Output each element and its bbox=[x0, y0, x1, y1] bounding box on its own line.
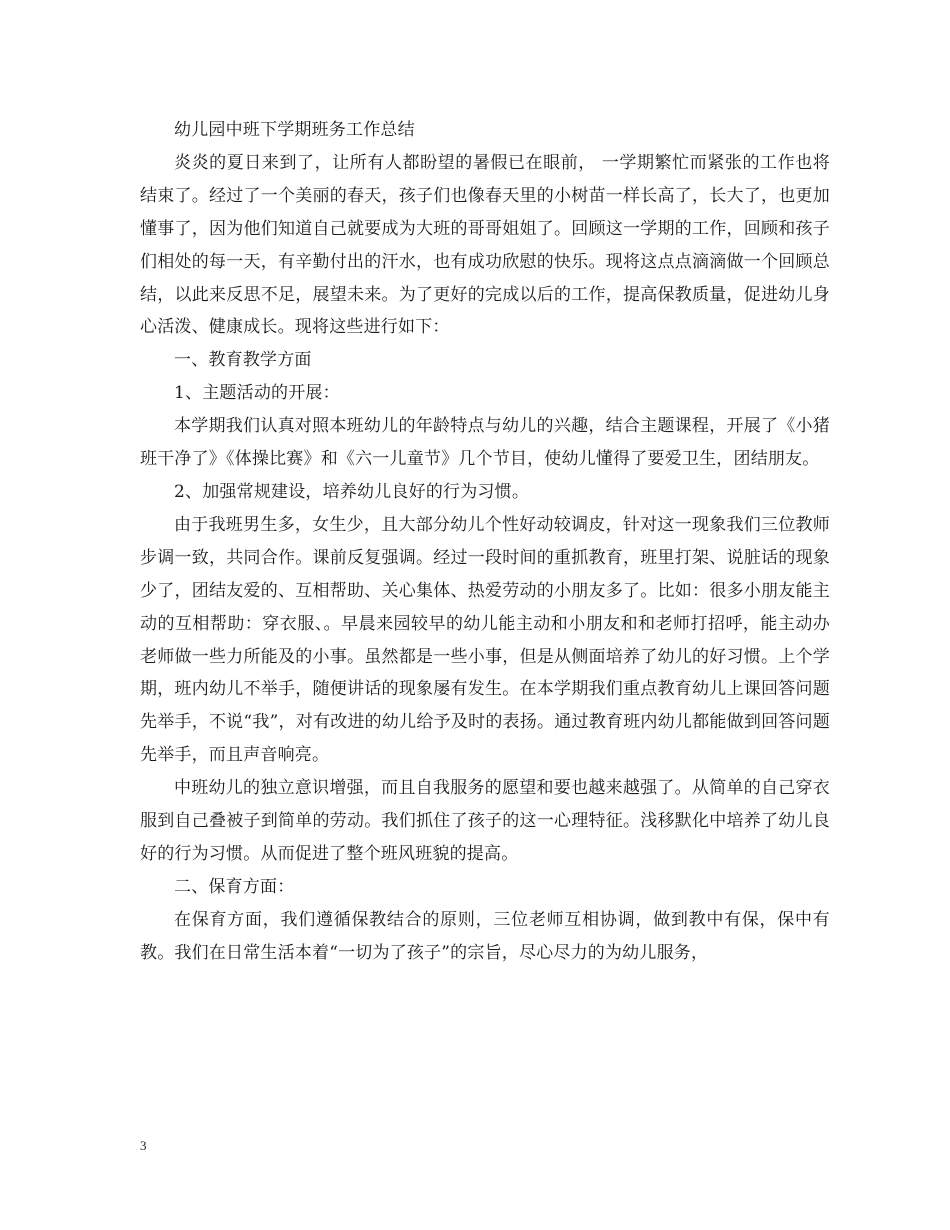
paragraph: 由于我班男生多，女生少，且大部分幼儿个性好动较调皮，针对这一现象我们三位教师步调一致，共同合作。课前反复强调。经过一段时间的重抓教育，班里打架、说脏话的现象少了，团结友爱的、互相帮助、关心集体、热爱劳动的小朋友多了。比如：很多小朋友能主动的互相帮助：穿衣服、。早晨来园较早的幼儿能主动和小朋友和和老师打招呼，能主动办老师做一些力所能及的小事。虽然都是一些小事，但是从侧面培养了幼儿的好习惯。上个学期，班内幼儿不举手，随便讲话的现象屡有发生。在本学期我们重点教育幼儿上课回答问题先举手，不说“我”，对有改进的幼儿给予及时的表扬。通过教育班内幼儿都能做到回答问题先举手，而且声音响亮。 bbox=[140, 514, 830, 766]
paragraph: 炎炎的夏日来到了，让所有人都盼望的暑假已在眼前， 一学期繁忙而紧张的工作也将结束了。经过了一个美丽的春天，孩子们也像春天里的小树苗一样长高了，长大了，也更加懂事了，因为他们知道自己就要成为大班的哥哥姐姐了。回顾这一学期的工作，回顾和孩子们相处的每一天，有辛勤付出的汗水，也有成功欣慰的快乐。现将这点点滴滴做一个回顾总结，以此来反思不足，展望未来。为了更好的完成以后的工作，提高保教质量，促进幼儿身心活泼、健康成长。现将这些进行如下： bbox=[140, 152, 830, 338]
subsection-heading: 1、主题活动的开展： bbox=[174, 383, 340, 404]
document-title: 幼儿园中班下学期班务工作总结 bbox=[174, 120, 415, 140]
subsection-heading: 2、加强常规建设，培养幼儿良好的行为习惯。 bbox=[174, 481, 530, 502]
paragraph: 中班幼儿的独立意识增强，而且自我服务的愿望和要也越来越强了。从简单的自己穿衣服到自己叠被子到简单的劳动。我们抓住了孩子的这一心理特征。浅移默化中培养了幼儿良好的行为习惯。从而促进了整个班风班貌的提高。 bbox=[140, 778, 830, 864]
paragraph: 在保育方面，我们遵循保教结合的原则，三位老师互相协调，做到教中有保，保中有教。我们在日常生活本着“一切为了孩子”的宗旨，尽心尽力的为幼儿服务， bbox=[140, 909, 830, 963]
section-heading: 一、教育教学方面 bbox=[174, 350, 312, 371]
paragraph: 本学期我们认真对照本班幼儿的年龄特点与幼儿的兴趣，结合主题课程，开展了《小猪班干净了》《体操比赛》和《六一儿童节》几个节目，使幼儿懂得了要爱卫生，团结朋友。 bbox=[140, 416, 830, 470]
page-number: 3 bbox=[140, 1138, 147, 1153]
document-body bbox=[140, 114, 830, 970]
section-heading: 二、保育方面： bbox=[174, 876, 295, 897]
